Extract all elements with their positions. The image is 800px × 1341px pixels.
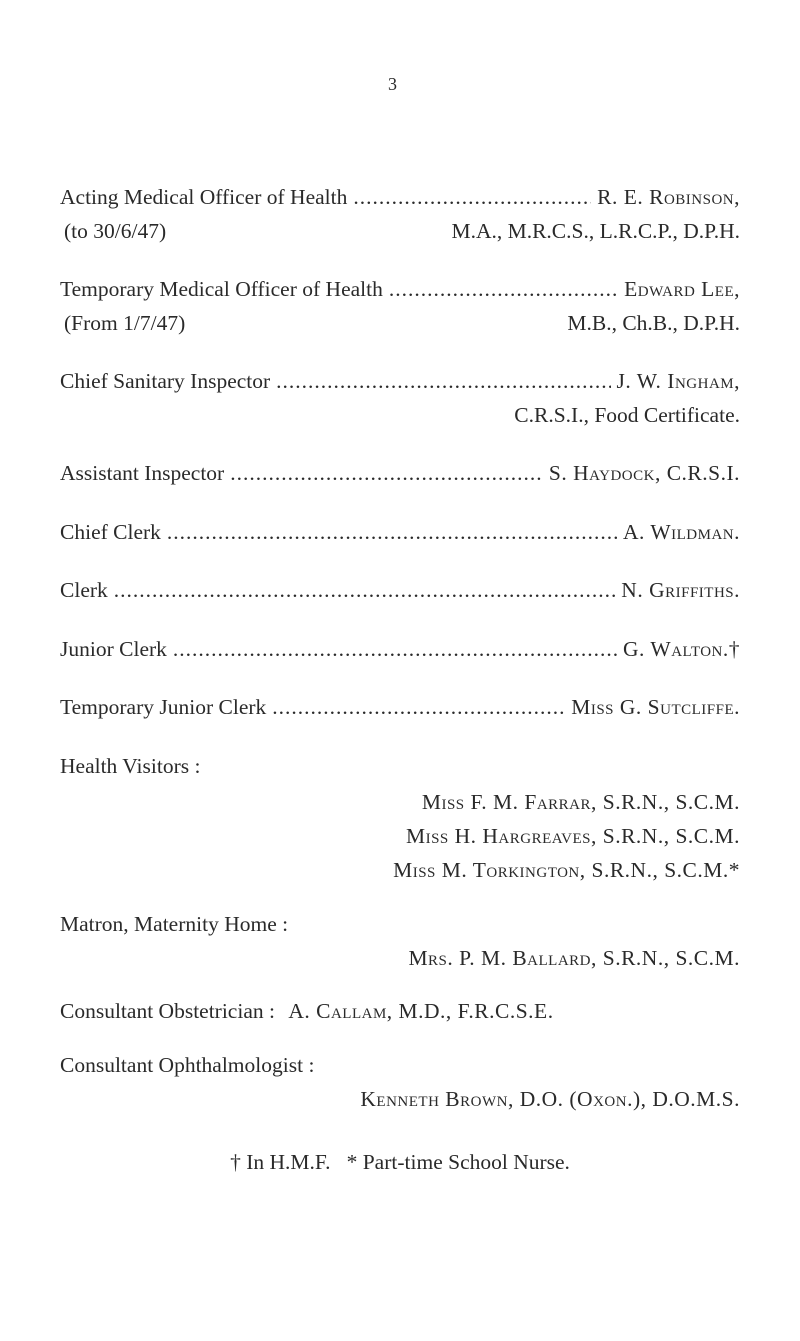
officer-title: Chief Clerk xyxy=(60,520,161,544)
officer-title: Temporary Medical Officer of Health xyxy=(60,277,383,301)
officer-title: Clerk xyxy=(60,578,108,602)
officer-name: J. W. Ingham, xyxy=(616,369,740,393)
matron-name: Mrs. P. M. Ballard, S.R.N., S.C.M. xyxy=(408,946,740,970)
officer-row-temporary-moh xyxy=(60,277,740,302)
officer-name: Edward Lee, xyxy=(624,277,740,301)
officer-title: Junior Clerk xyxy=(60,637,167,661)
ophthalmologist-heading: Consultant Ophthalmologist : xyxy=(60,1053,315,1077)
officer-row-acting-moh xyxy=(60,185,740,210)
officer-name: G. Walton.† xyxy=(623,637,740,661)
leader-dots xyxy=(230,461,543,486)
officer-row-temporary-junior-clerk xyxy=(60,695,740,720)
officer-title: Acting Medical Officer of Health xyxy=(60,185,348,209)
page-number: 3 xyxy=(388,74,397,94)
officer-note: (to 30/6/47) xyxy=(64,219,167,243)
health-visitors-heading: Health Visitors : xyxy=(60,754,201,778)
officer-qualifications: M.A., M.R.C.S., L.R.C.P., D.P.H. xyxy=(451,219,740,243)
health-visitor-name: Miss H. Hargreaves, S.R.N., S.C.M. xyxy=(405,824,740,848)
leader-dots xyxy=(114,578,616,603)
obstetrician-row xyxy=(60,999,554,1024)
officer-qualifications: C.R.S.I., Food Certificate. xyxy=(514,403,740,427)
officer-row-chief-clerk xyxy=(60,520,740,545)
officer-title: Temporary Junior Clerk xyxy=(60,695,267,719)
officer-name: Miss G. Sutcliffe. xyxy=(571,695,740,719)
health-visitor-name: Miss F. M. Farrar, S.R.N., S.C.M. xyxy=(421,790,740,814)
health-visitor-name: Miss M. Torkington, S.R.N., S.C.M.* xyxy=(393,858,740,882)
officer-row-junior-clerk xyxy=(60,637,740,662)
officer-row-clerk xyxy=(60,578,740,603)
leader-dots xyxy=(272,695,565,720)
officer-name: A. Wildman. xyxy=(622,520,740,544)
officer-title: Assistant Inspector xyxy=(60,461,225,485)
obstetrician-heading: Consultant Obstetrician : xyxy=(60,999,275,1023)
leader-dots xyxy=(353,185,591,210)
leader-dots xyxy=(276,369,610,394)
officer-name: S. Haydock, C.R.S.I. xyxy=(548,461,740,485)
ophthalmologist-name: Kenneth Brown, D.O. (Oxon.), D.O.M.S. xyxy=(360,1087,740,1111)
footnote: † In H.M.F. * Part-time School Nurse. xyxy=(230,1150,570,1174)
officer-row-chief-sanitary-inspector xyxy=(60,369,740,394)
officer-row-assistant-inspector xyxy=(60,461,740,486)
matron-heading: Matron, Maternity Home : xyxy=(60,912,289,936)
leader-dots xyxy=(389,277,618,302)
obstetrician-name: A. Callam, M.D., F.R.C.S.E. xyxy=(288,999,554,1023)
officer-name: R. E. Robinson, xyxy=(597,185,740,209)
officer-subline xyxy=(64,311,740,336)
leader-dots xyxy=(173,637,617,662)
leader-dots xyxy=(167,520,617,545)
officer-name: N. Griffiths. xyxy=(621,578,740,602)
officer-subline xyxy=(64,219,740,244)
officer-qualifications: M.B., Ch.B., D.P.H. xyxy=(567,311,740,335)
officer-title: Chief Sanitary Inspector xyxy=(60,369,271,393)
officer-note: (From 1/7/47) xyxy=(64,311,186,335)
